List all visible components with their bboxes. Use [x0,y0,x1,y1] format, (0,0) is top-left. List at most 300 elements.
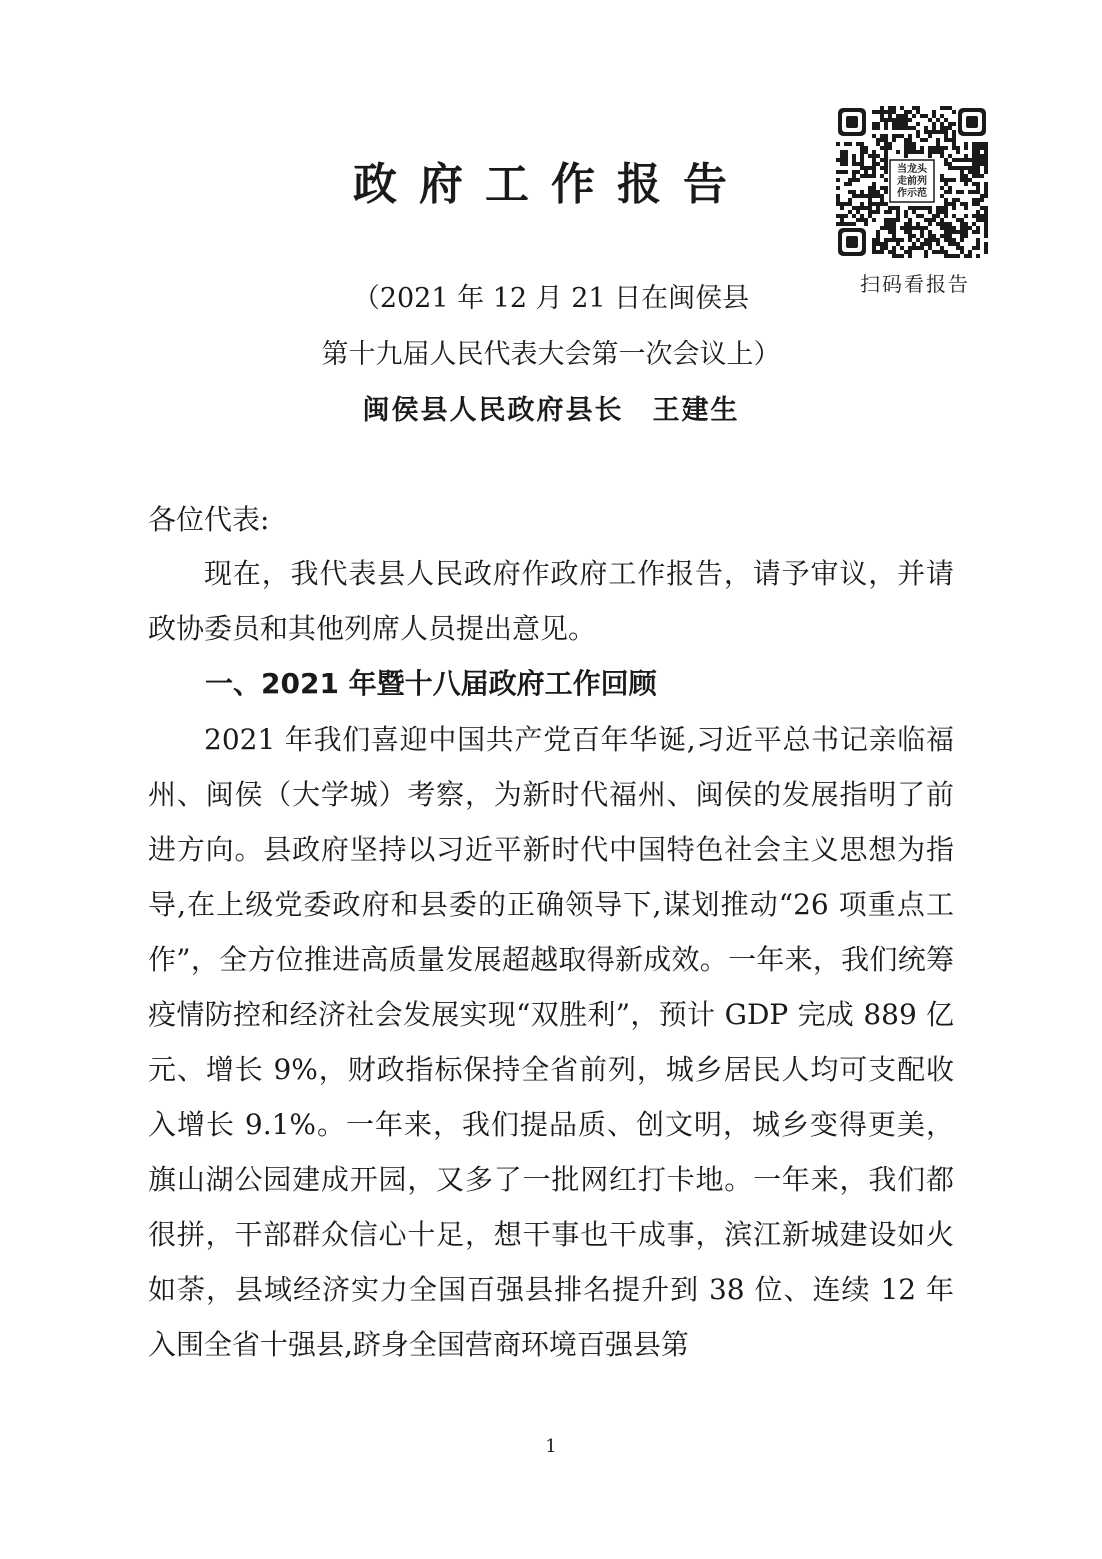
qr-logo-text-1: 当龙头 [897,164,927,175]
qr-module [960,158,964,162]
qr-module [880,242,884,246]
qr-module [856,142,860,146]
qr-module [892,234,896,238]
qr-module [916,110,920,114]
qr-module [868,214,872,218]
qr-module [836,158,840,162]
qr-module [916,134,920,138]
qr-module [920,214,924,218]
qr-module [932,126,936,130]
qr-module [892,134,896,138]
qr-module [936,138,940,142]
qr-module [884,186,888,190]
qr-module [940,246,944,250]
qr-module [904,150,908,154]
qr-module [904,114,908,118]
qr-module [844,162,848,166]
qr-module [888,206,892,210]
qr-module [908,250,912,254]
qr-module [836,222,840,226]
qr-module [936,142,940,146]
qr-module [860,190,864,194]
qr-module [940,206,944,210]
qr-module [852,206,856,210]
qr-module [984,230,988,234]
qr-module [904,146,908,150]
qr-module [860,214,864,218]
qr-module [888,118,892,122]
qr-module [932,250,936,254]
qr-module [872,174,876,178]
qr-module [864,170,868,174]
qr-module [880,174,884,178]
qr-module [944,158,948,162]
qr-module [844,154,848,158]
qr-module [924,254,928,258]
qr-module [980,154,984,158]
qr-module [872,110,876,114]
qr-module [952,202,956,206]
qr-module [896,126,900,130]
qr-module [880,226,884,230]
qr-module [964,202,968,206]
qr-module [972,150,976,154]
qr-module [976,166,980,170]
qr-module [928,218,932,222]
qr-module [860,146,864,150]
qr-module [908,238,912,242]
qr-module [964,234,968,238]
qr-module [896,134,900,138]
qr-module [900,126,904,130]
qr-module [876,194,880,198]
qr-module [944,130,948,134]
qr-module [888,142,892,146]
qr-module [928,130,932,134]
qr-module [876,126,880,130]
qr-module [944,214,948,218]
qr-module [872,158,876,162]
qr-module [984,158,988,162]
qr-module [984,218,988,222]
qr-module [876,202,880,206]
qr-module [884,170,888,174]
qr-module [944,182,948,186]
qr-module [948,166,952,170]
qr-module [900,226,904,230]
qr-module [872,182,876,186]
qr-module [952,138,956,142]
qr-module [920,150,924,154]
qr-module [888,222,892,226]
qr-module [844,214,848,218]
qr-module [852,154,856,158]
qr-module [976,198,980,202]
qr-module [952,226,956,230]
qr-module [852,190,856,194]
qr-module [888,250,892,254]
qr-module [864,206,868,210]
qr-module [984,154,988,158]
qr-module [984,194,988,198]
qr-module [852,222,856,226]
qr-module [940,194,944,198]
qr-module [924,138,928,142]
qr-module [932,234,936,238]
qr-module [984,242,988,246]
qr-module [964,182,968,186]
qr-module [864,166,868,170]
qr-module [908,230,912,234]
qr-module [964,174,968,178]
qr-module [888,210,892,214]
qr-module [844,170,848,174]
qr-module [928,150,932,154]
qr-module [976,214,980,218]
page-number: 1 [545,1436,557,1457]
qr-module [880,186,884,190]
qr-module [976,210,980,214]
qr-module [968,250,972,254]
qr-module [952,134,956,138]
qr-module [944,254,948,258]
qr-module [884,226,888,230]
qr-module [956,230,960,234]
qr-module [932,150,936,154]
qr-module [952,242,956,246]
qr-module [936,150,940,154]
qr-module [936,242,940,246]
qr-module [932,114,936,118]
qr-module [952,122,956,126]
qr-module [936,118,940,122]
qr-module [904,110,908,114]
qr-module [948,122,952,126]
qr-module [924,218,928,222]
qr-module [940,154,944,158]
qr-module [920,114,924,118]
qr-module [848,142,852,146]
qr-module [916,106,920,110]
qr-module [916,238,920,242]
qr-module [976,254,980,258]
qr-module [904,138,908,142]
qr-module [888,146,892,150]
qr-module [972,146,976,150]
qr-module [944,202,948,206]
qr-module [948,162,952,166]
qr-module [956,198,960,202]
qr-module [976,202,980,206]
qr-module [876,206,880,210]
qr-module [932,122,936,126]
qr-module [908,150,912,154]
qr-module [904,142,908,146]
qr-module [928,246,932,250]
qr-module [960,178,964,182]
qr-module [940,226,944,230]
qr-module [900,246,904,250]
qr-module [928,206,932,210]
qr-module [928,210,932,214]
qr-module [840,170,844,174]
qr-module [848,190,852,194]
section-heading: 一、2021 年暨十八届政府工作回顾 [205,667,657,700]
qr-module [840,206,844,210]
qr-module [956,242,960,246]
qr-module [928,134,932,138]
qr-module [912,114,916,118]
qr-module [892,206,896,210]
qr-module [920,230,924,234]
qr-module [952,158,956,162]
qr-module [916,246,920,250]
qr-module [976,162,980,166]
qr-module [976,238,980,242]
qr-code [836,106,988,258]
qr-module [936,222,940,226]
qr-module [924,242,928,246]
qr-module [944,118,948,122]
qr-module [940,106,944,110]
qr-module [884,218,888,222]
qr-module [880,106,884,110]
qr-module [960,234,964,238]
qr-module [900,238,904,242]
qr-module [940,210,944,214]
qr-module [868,194,872,198]
qr-module [956,254,960,258]
qr-module [904,126,908,130]
qr-module [872,154,876,158]
qr-module [880,118,884,122]
qr-module [836,202,840,206]
qr-module [836,142,840,146]
qr-module [860,206,864,210]
qr-module [924,250,928,254]
qr-module [948,126,952,130]
qr-module [840,154,844,158]
qr-module [892,110,896,114]
qr-module [904,226,908,230]
qr-module [880,194,884,198]
qr-module [964,226,968,230]
qr-module [936,250,940,254]
qr-module [968,178,972,182]
qr-module [984,206,988,210]
qr-module [984,150,988,154]
qr-module [884,150,888,154]
qr-module [844,150,848,154]
qr-module [916,206,920,210]
qr-module [880,246,884,250]
qr-module [916,122,920,126]
qr-module [972,214,976,218]
qr-module [860,174,864,178]
qr-module [900,134,904,138]
qr-module [940,146,944,150]
qr-module [980,158,984,162]
qr-module [944,222,948,226]
qr-module [976,146,980,150]
qr-module [908,134,912,138]
qr-module [980,146,984,150]
qr-module [916,150,920,154]
qr-module [884,162,888,166]
qr-module [976,226,980,230]
qr-module [916,214,920,218]
qr-module [944,230,948,234]
qr-module [892,138,896,142]
qr-module [912,206,916,210]
qr-module [852,162,856,166]
qr-module [860,166,864,170]
qr-module [948,230,952,234]
qr-module [916,226,920,230]
qr-module [872,134,876,138]
qr-module [968,254,972,258]
qr-module [876,230,880,234]
qr-module [952,130,956,134]
qr-module [948,242,952,246]
qr-module [912,234,916,238]
qr-module [856,162,860,166]
qr-module [948,190,952,194]
qr-module [888,226,892,230]
qr-module [944,198,948,202]
qr-module [932,238,936,242]
qr-module [920,138,924,142]
qr-module [872,162,876,166]
qr-module [912,242,916,246]
qr-module [924,206,928,210]
qr-module [880,138,884,142]
qr-module [840,214,844,218]
qr-module [984,182,988,186]
qr-module [972,230,976,234]
body-paragraph: 2021 年我们喜迎中国共产党百年华诞,习近平总书记亲临福州、闽侯（大学城）考察，为新时代福州、闽侯的发展指明了前进方向。县政府坚持以习近平新时代中国特色社会主义思想为指导,在上级党委政府和县委的正确领导下,谋划推动“26 项重点工作”，全方位推进高质量发展超越取得新成效。一年来，我们统筹疫情防控和经济社会发展实现“双胜利”，预计 GDP 完成 889 亿元、增长 9%，财政指标保持全省前列，城乡居民人均可支配收入增长 9.1%。一年来，我们提品质、创文明，城乡变得更美，旗山湖公园建成开园，又多了一批网红打卡地。一年来，我们都很拼，干部群众信心十足，想干事也干成事，滨江新城建设如火如荼，县域经济实力全国百强县排名提升到 38 位、连续 12 年入围全省十强县,跻身全国营商环境百强县第 [148,723,954,1361]
qr-module [960,218,964,222]
qr-module [892,226,896,230]
qr-module [964,154,968,158]
qr-module [964,206,968,210]
qr-module [872,218,876,222]
qr-module [876,142,880,146]
qr-module [868,198,872,202]
qr-module [928,118,932,122]
qr-module [940,150,944,154]
qr-module [880,250,884,254]
qr-module [956,146,960,150]
qr-module [960,202,964,206]
qr-module [868,206,872,210]
document-title: 政府工作报告 [353,159,749,210]
qr-module [856,218,860,222]
qr-module [972,170,976,174]
qr-module [960,226,964,230]
qr-module [952,214,956,218]
qr-module [948,154,952,158]
qr-module [964,146,968,150]
qr-module [976,242,980,246]
qr-module [968,166,972,170]
qr-module [904,250,908,254]
qr-module [976,218,980,222]
qr-module [940,218,944,222]
qr-module [924,238,928,242]
qr-module [972,202,976,206]
qr-module [872,170,876,174]
qr-module [924,226,928,230]
qr-module [852,174,856,178]
qr-module [868,154,872,158]
qr-module [892,118,896,122]
qr-module [920,234,924,238]
qr-module [904,118,908,122]
qr-module [976,150,980,154]
qr-module [928,146,932,150]
qr-module [972,162,976,166]
qr-module [932,146,936,150]
qr-module [908,118,912,122]
qr-module [884,118,888,122]
qr-module [984,146,988,150]
qr-module [960,190,964,194]
qr-module [960,170,964,174]
qr-module [892,218,896,222]
qr-module [976,158,980,162]
qr-module [908,138,912,142]
qr-module [904,222,908,226]
qr-module [884,202,888,206]
qr-module [956,190,960,194]
qr-module [852,214,856,218]
qr-module [884,222,888,226]
qr-module [952,142,956,146]
qr-module [836,186,840,190]
qr-module [876,110,880,114]
qr-module [948,138,952,142]
qr-module [876,242,880,246]
qr-module [932,110,936,114]
qr-module [916,130,920,134]
qr-module [980,142,984,146]
qr-module [856,194,860,198]
qr-module [964,222,968,226]
qr-module [904,230,908,234]
qr-module [836,214,840,218]
qr-module [980,218,984,222]
qr-module [872,194,876,198]
qr-module [848,210,852,214]
qr-module [884,146,888,150]
qr-module [896,210,900,214]
qr-module [876,234,880,238]
qr-module [860,142,864,146]
qr-module [864,194,868,198]
qr-module [964,214,968,218]
qr-module [876,250,880,254]
qr-module [860,202,864,206]
qr-module [908,222,912,226]
qr-module [984,222,988,226]
qr-module [856,210,860,214]
qr-module [972,158,976,162]
qr-module [952,198,956,202]
qr-logo-text-2: 走前列 [897,176,927,187]
qr-module [884,166,888,170]
qr-module [884,178,888,182]
